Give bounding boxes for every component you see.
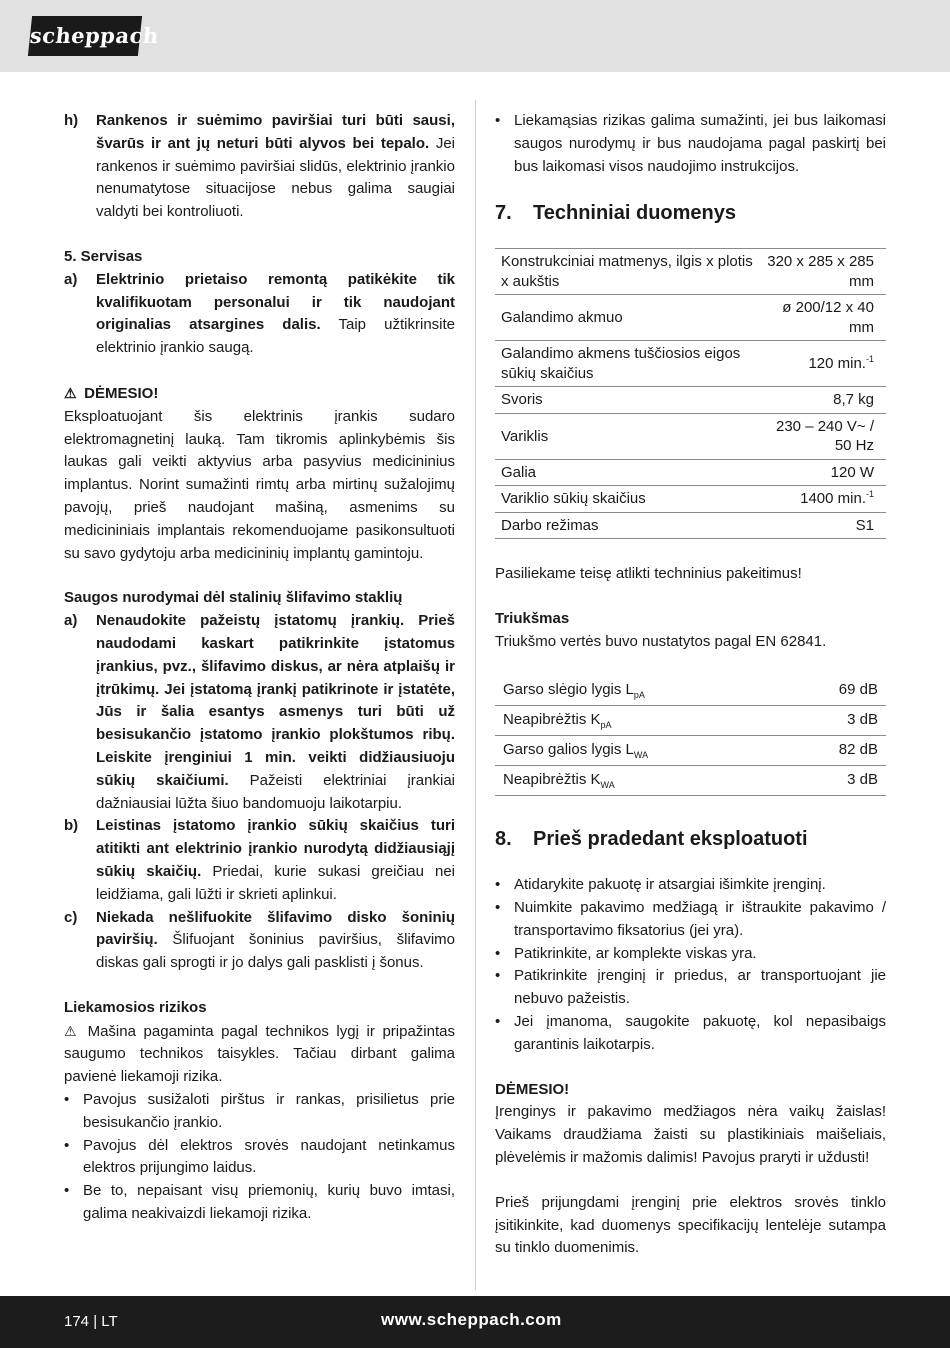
- noise-label: Neapibrėžtis $K_{pA}$: [495, 706, 786, 736]
- bullet: •: [495, 967, 501, 985]
- spec-value: 230 – 240 V~ / 50 Hz: [759, 413, 886, 459]
- left-column: [64, 110, 455, 1226]
- scheppach-logo: scheppach: [28, 16, 142, 56]
- intro-bullets: [495, 110, 886, 178]
- noise-value: 69 dB: [786, 676, 886, 706]
- noise-text: Triukšmo vertės buvo nustatytos pagal EN 62841.: [495, 632, 827, 650]
- page-footer: [0, 1296, 950, 1348]
- noise-value: 82 dB: [786, 736, 886, 766]
- table-row: [495, 512, 886, 539]
- spec-value: S1: [759, 512, 886, 539]
- bullet: •: [495, 899, 501, 917]
- item-label: c): [64, 908, 78, 926]
- noise-value: 3 dB: [786, 766, 886, 796]
- table-row: [495, 249, 886, 295]
- bullet: •: [495, 876, 501, 894]
- attention-text: Eksploatuojant šis elektrinis įrankis sudaro elektromagnetinį lauką. Tam tikromis aplinkybėmis šis laukas gali veikti aktyvius arba pasyvius medicininius implantus. Norint sumažinti rimtų arba mirtinų sužalojimų pavojų, prieš naudojant mašiną, asmenims su medicininiais implantais rekomenduojame pasikonsultuoti su savo gydytoju arba medicininių implantų gamintoju.: [64, 407, 455, 562]
- list-item: [64, 1180, 455, 1226]
- safety-heading: Saugos nurodymai dėl stalinių šlifavimo staklių: [64, 589, 403, 607]
- bullet: •: [495, 1013, 501, 1031]
- column-divider: [475, 100, 476, 1290]
- attention-heading: ⚠ DĖMESIO!: [64, 382, 455, 406]
- item-text: Leistinas įstatomo įrankio sūkių skaičius turi atitikti ant elektrinio įrankio nurodytą didžiausiąjį sūkių skaičių. Priedai, kurie sukasi greičiau nei leidžiama, gali lūžti ir skrieti aplinkui.: [96, 817, 455, 903]
- spec-value: 8,7 kg: [759, 387, 886, 414]
- spec-label: Konstrukciniai matmenys, ilgis x plotis x aukštis: [495, 249, 759, 295]
- bullet-text: Patikrinkite įrenginį ir priedus, ar transportuojant jie nebuvo pažeistis.: [514, 967, 886, 1008]
- spec-value: 120 W: [759, 459, 886, 486]
- section-8-heading: 8. Prieš pradedant eksploatuoti: [495, 828, 808, 851]
- spec-label: Galandimo akmuo: [495, 295, 759, 341]
- bullet-text: Patikrinkite, ar komplekte viskas yra.: [514, 944, 757, 962]
- noise-label: Garso slėgio lygis $L_{pA}$: [495, 676, 786, 706]
- bullet: •: [495, 944, 501, 962]
- bullet: •: [64, 1182, 70, 1200]
- reserve-note: Pasiliekame teisę atlikti techninius pakeitimus!: [495, 565, 802, 583]
- list-item: [64, 1089, 455, 1135]
- spec-label: Galia: [495, 459, 759, 486]
- table-row: [495, 413, 886, 459]
- service-heading: 5. Servisas: [64, 247, 143, 265]
- spec-table: [495, 248, 886, 539]
- spec-value: 1400 min.$^{-1}$: [759, 486, 886, 513]
- item-label: h): [64, 112, 79, 129]
- spec-label: Variklio sūkių skaičius: [495, 486, 759, 513]
- noise-label: Neapibrėžtis $K_{WA}$: [495, 766, 786, 796]
- bullet-text: Be to, nepaisant visų priemonių, kurių buvo imtasi, galima neakivaizdi liekamoji rizika.: [83, 1182, 455, 1223]
- list-item: [495, 897, 886, 943]
- item-text: Rankenos ir suėmimo paviršiai turi būti sausi, švarūs ir ant jų neturi būti alyvos bei tepalo. Jei rankenos ir suėmimo paviršiai slidūs, elektrinio įrankio nenumatytose situacijose nebus galima saugiai valdyti bei kontroliuoti.: [96, 112, 456, 221]
- bullet-text: Pavojus dėl elektros srovės naudojant netinkamus elektros prijungimo laidus.: [83, 1136, 455, 1177]
- table-row: [495, 341, 886, 387]
- item-text: Elektrinio prietaiso remontą patikėkite tik kvalifikuotam personalui ir tik naudojant originalias atsargines dalis. Taip užtikrinsite elektrinio įrankio saugą.: [96, 270, 455, 357]
- service-item-a: [64, 269, 455, 360]
- residual-text: ⚠ Mašina pagaminta pagal technikos lygį ir pripažintas saugumo technikos taisykles. Tačiau dirbant galima pavienė liekamoji rizika.: [64, 1020, 455, 1089]
- page-header: [0, 0, 950, 72]
- item-label: b): [64, 817, 79, 835]
- right-column: [495, 110, 886, 1260]
- safety-item: [64, 907, 455, 975]
- connect-text: Prieš prijungdami įrenginį prie elektros srovės tinklo įsitikinkite, kad duomenys specifikacijų lentelėje sutampa su tinklo duomenimis.: [495, 1193, 886, 1257]
- safety-item: [64, 610, 455, 815]
- residual-bullets: [64, 1089, 455, 1226]
- table-row: [495, 736, 886, 766]
- bullet: •: [64, 1091, 70, 1109]
- rule-h: [64, 110, 455, 224]
- bullet-text: Jei įmanoma, saugokite pakuotę, kol nepasibaigs garantinis laikotarpis.: [514, 1013, 886, 1053]
- list-item: [495, 943, 886, 966]
- list-item: • Liekamąsias rizikas galima sumažinti, jei bus laikomasi saugos nurodymų ir bus naudojama pagal paskirtį bei bus laikomasi visos naudojimo instrukcijos.: [495, 112, 886, 175]
- safety-item: [64, 815, 455, 906]
- spec-label: Darbo režimas: [495, 512, 759, 539]
- table-row: [495, 295, 886, 341]
- website-link[interactable]: www.scheppach.com: [381, 1310, 562, 1329]
- list-item: [495, 1011, 886, 1057]
- item-label: a): [64, 270, 78, 288]
- item-label: a): [64, 612, 78, 630]
- safety-list: [64, 610, 455, 975]
- list-item: [64, 1135, 455, 1181]
- spec-value: ø 200/12 x 40 mm: [759, 295, 886, 341]
- bullet-text: Atidarykite pakuotę ir atsargiai išimkite įrenginį.: [514, 876, 826, 894]
- page-number: 174 | LT: [64, 1313, 118, 1330]
- attention-heading: DĖMESIO!: [495, 1080, 570, 1098]
- spec-label: Galandimo akmens tuščiosios eigos sūkių skaičius: [495, 341, 759, 387]
- item-text: Nenaudokite pažeistų įstatomų įrankių. Prieš naudodami kaskart patikrinkite įstatomus įrankius, pvz., šlifavimo diskus, ar nėra atplaišų ir įtrūkimų. Jei įstatomą įrankį patikrinote ir įstatėte, Jūs ir šalia esantys asmenys turi būti už besisukančio įstatomo įrankio plokštumos ribų. Leiskite įrenginiui 1 min. veikti didžiausiuoju sūkių skaičiumi. Pažeisti elektriniai įrankiai dažniausiai lūžta šiuo bandomuoju laikotarpiu.: [96, 612, 455, 812]
- warning-icon: ⚠: [64, 384, 77, 401]
- table-row: [495, 766, 886, 796]
- section-7-heading: 7. Techniniai duomenys: [495, 202, 736, 225]
- prep-bullets: [495, 874, 886, 1056]
- residual-heading: Liekamosios rizikos: [64, 998, 207, 1016]
- noise-table: [495, 676, 886, 797]
- spec-label: Variklis: [495, 413, 759, 459]
- attention-text: Įrenginys ir pakavimo medžiagos nėra vaikų žaislas! Vaikams draudžiama žaisti su plastikiniais maišeliais, plėvelėmis ir mažomis dalimis! Pavojus praryti ir uždusti!: [495, 1103, 886, 1167]
- table-row: [495, 706, 886, 736]
- bullet: •: [64, 1136, 70, 1154]
- item-text: Niekada nešlifuokite šlifavimo disko šoninių paviršių. Šlifuojant šoninius paviršius, šlifavimo diskas gali sprogti ir jo dalys gali pasklisti į šonus.: [96, 908, 455, 972]
- table-row: [495, 459, 886, 486]
- list-item: [495, 874, 886, 897]
- spec-label: Svoris: [495, 387, 759, 414]
- spec-value: 120 min.$^{-1}$: [759, 341, 886, 387]
- table-row: [495, 486, 886, 513]
- noise-value: 3 dB: [786, 706, 886, 736]
- table-row: [495, 676, 886, 706]
- table-row: [495, 387, 886, 414]
- warning-icon: ⚠: [64, 1022, 77, 1039]
- spec-value: 320 x 285 x 285 mm: [759, 249, 886, 295]
- bullet-text: Pavojus susižaloti pirštus ir rankas, prisilietus prie besisukančio įrankio.: [83, 1091, 455, 1131]
- bullet-text: Nuimkite pakavimo medžiagą ir ištraukite pakavimo / transportavimo fiksatorius (jei yra).: [514, 899, 886, 939]
- noise-heading: Triukšmas: [495, 610, 570, 628]
- list-item: [495, 965, 886, 1011]
- noise-label: Garso galios lygis $L_{WA}$: [495, 736, 786, 766]
